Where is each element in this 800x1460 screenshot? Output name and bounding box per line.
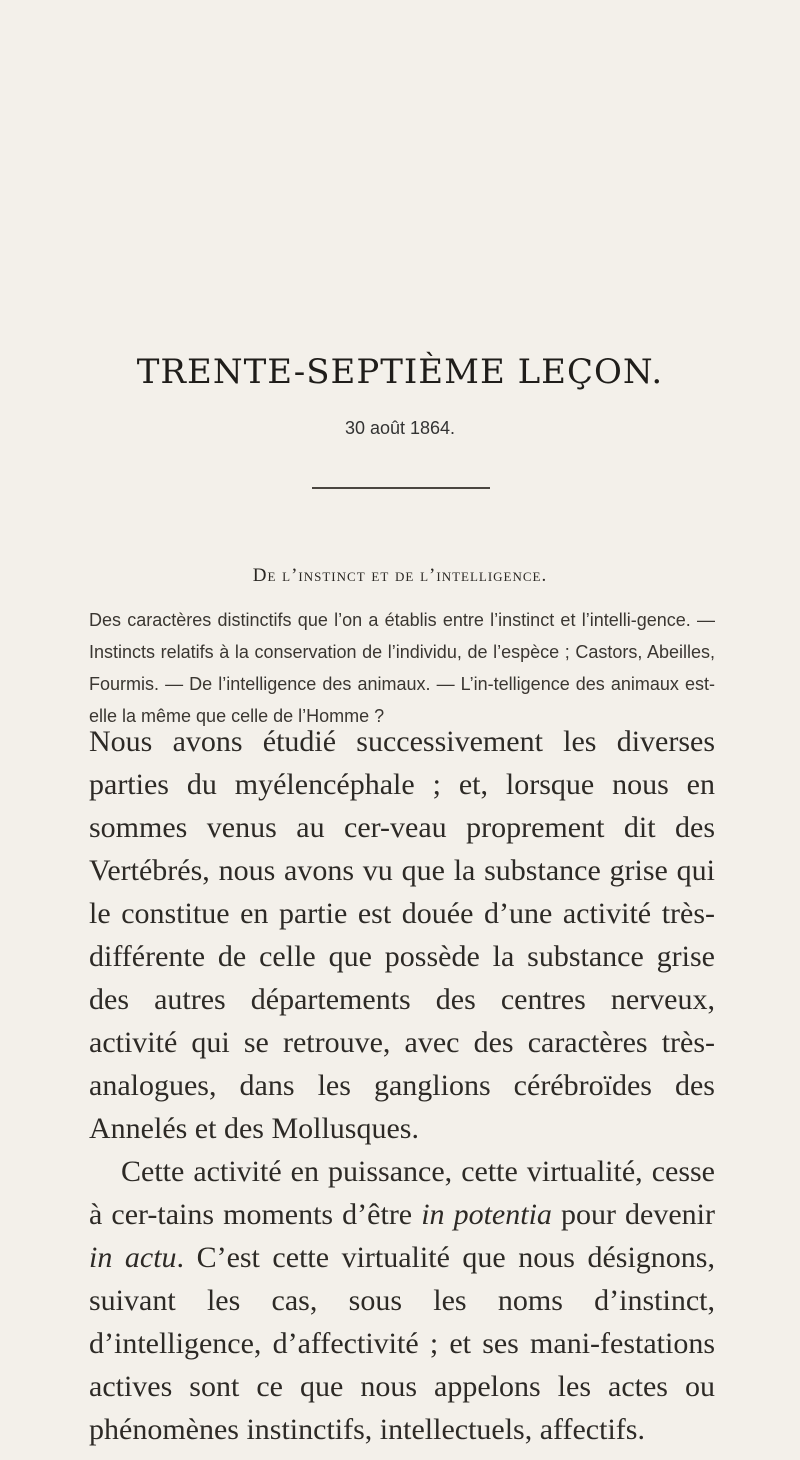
italic-in-actu: in actu [89, 1241, 177, 1274]
chapter-summary: Des caractères distinctifs que l’on a établis entre l’instinct et l’intelli-gence. — Instincts relatifs à la conservation de l’individu, de l’espèce ; Castors, Abeilles, Fourmis. — De l’intelligence des animaux. — L’in-telligence des animaux est-elle la même que celle de l’Homme ? [89, 610, 715, 726]
divider-rule [312, 487, 490, 489]
paragraph-2 [89, 1150, 715, 1451]
chapter-date: 30 août 1864. [344, 418, 456, 438]
section-heading: De l’instinct et de l’intelligence. [252, 565, 548, 586]
italic-in-potentia: in potentia [421, 1198, 552, 1231]
paragraph-2-part-3: . C’est cette virtualité que nous désignons, suivant les cas, sous les noms d’instinct, d’intelligence, d’affectivité ; et ses mani-festations actives sont ce que nous appelons les actes ou phénomènes instinctifs, intellectuels, affectifs. [89, 1241, 715, 1446]
paragraph-2-part-1: Cette activité en puissance, cette virtualité, cesse à cer-tains moments d’être [89, 1155, 715, 1231]
chapter-title: TRENTE-SEPTIÈME LEÇON. [136, 352, 664, 392]
paragraph-1: Nous avons étudié successivement les diverses parties du myélencéphale ; et, lorsque nous en sommes venus au cer-veau proprement dit des Vertébrés, nous avons vu que la substance grise qui le constitue en partie est douée d’une activité très-différente de celle que possède la substance grise des autres départements des centres nerveux, activité qui se retrouve, avec des caractères très-analogues, dans les ganglions cérébroïdes des Annelés et des Mollusques. [89, 725, 715, 1145]
body-text [89, 720, 715, 1451]
paragraph-2-part-2: pour devenir [551, 1198, 715, 1231]
